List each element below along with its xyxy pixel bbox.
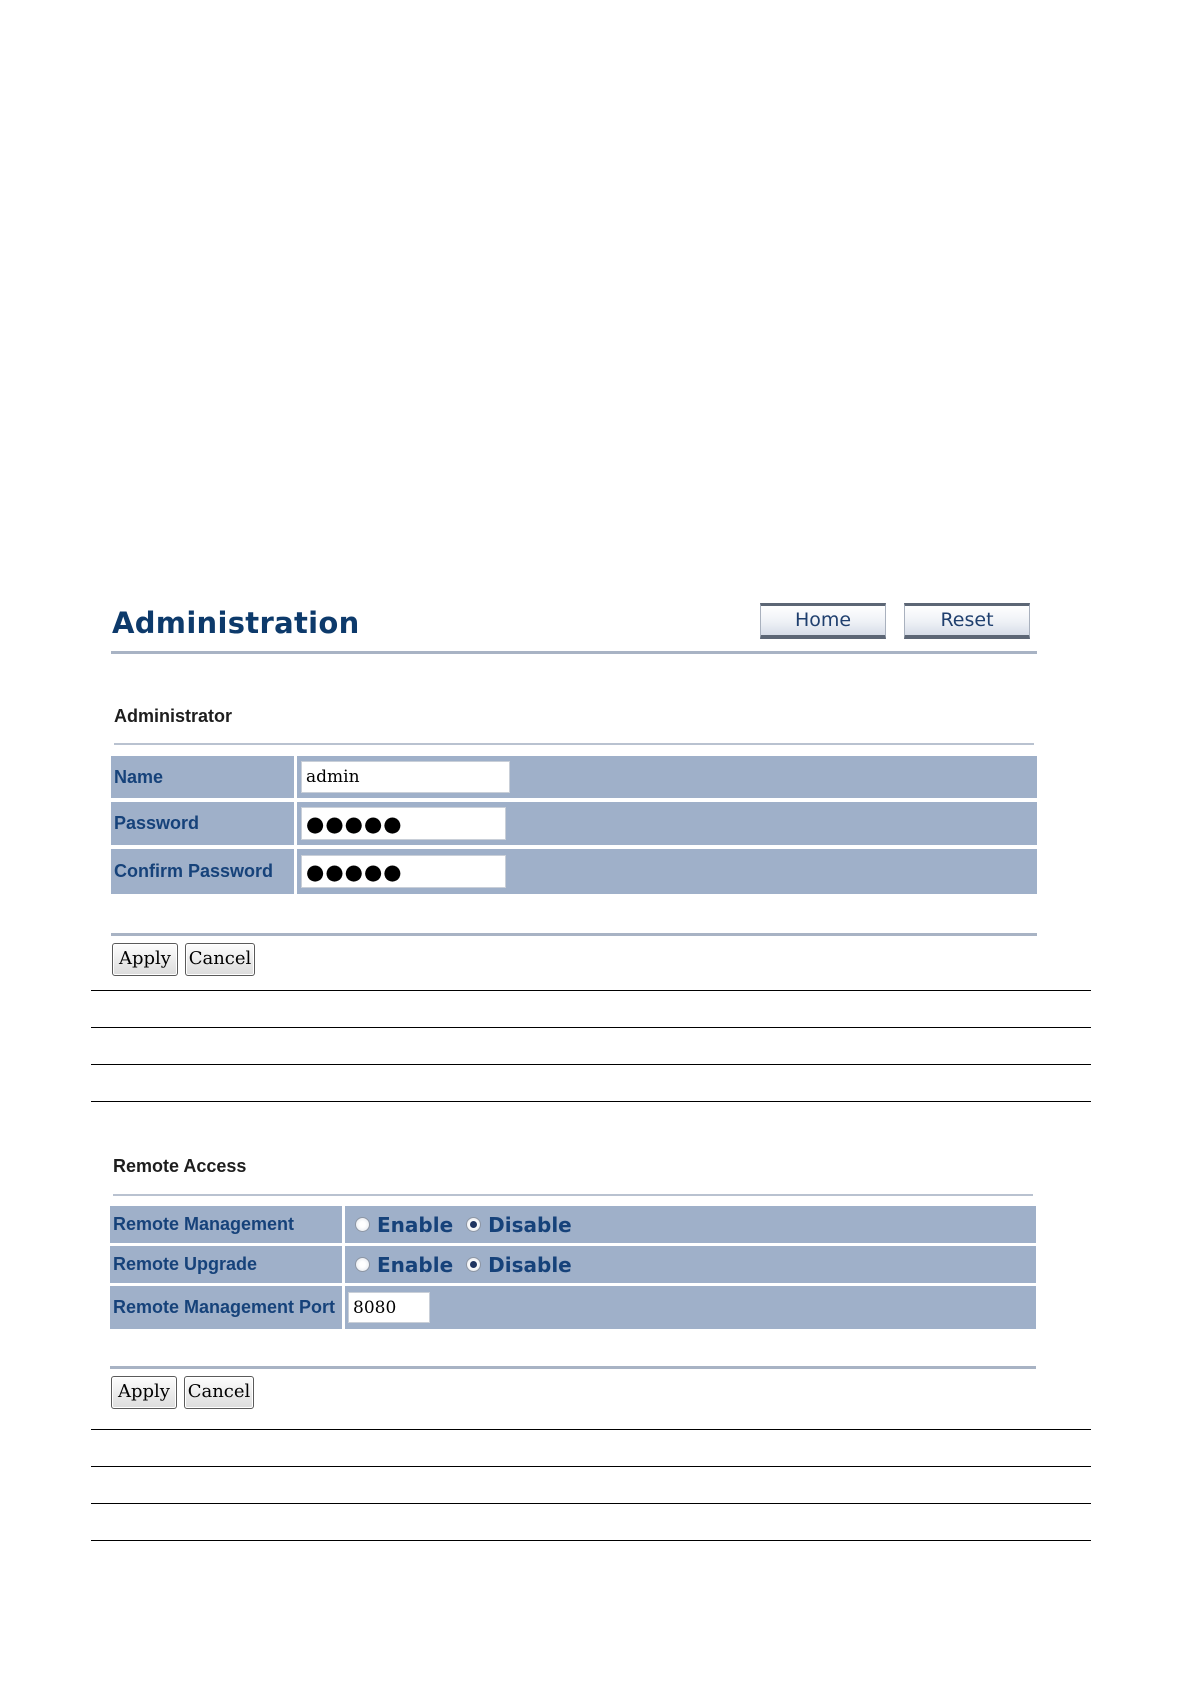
remote-management-disable-label[interactable]: Disable — [488, 1212, 572, 1237]
confirm-password-label: Confirm Password — [111, 849, 297, 894]
separator-line — [91, 1540, 1091, 1541]
administrator-section-title: Administrator — [114, 706, 233, 726]
remote-upgrade-options — [355, 1246, 585, 1283]
remote-upgrade-label: Remote Upgrade — [110, 1246, 345, 1283]
remote-access-section-title: Remote Access — [113, 1156, 247, 1176]
remote-upgrade-disable-radio[interactable] — [466, 1257, 481, 1272]
administrator-divider — [114, 743, 1034, 745]
remote-management-options — [355, 1206, 585, 1243]
reset-button[interactable]: Reset — [904, 603, 1030, 639]
separator-line — [91, 1429, 1091, 1430]
password-row — [111, 802, 1037, 845]
remote-management-port-row — [110, 1286, 1036, 1329]
remote-access-apply-button[interactable]: Apply — [111, 1376, 177, 1409]
remote-upgrade-disable-label[interactable]: Disable — [488, 1252, 572, 1277]
password-label: Password — [111, 802, 297, 845]
administrator-apply-button[interactable]: Apply — [112, 943, 178, 976]
remote-management-enable-radio[interactable] — [355, 1217, 370, 1232]
remote-access-cancel-button[interactable]: Cancel — [184, 1376, 254, 1409]
remote-management-port-label: Remote Management Port — [110, 1286, 345, 1329]
separator-line — [91, 990, 1091, 991]
password-input[interactable]: ●●●●● — [301, 807, 506, 840]
remote-management-disable-radio[interactable] — [466, 1217, 481, 1232]
header-divider — [111, 651, 1037, 654]
administrator-cancel-button[interactable]: Cancel — [185, 943, 255, 976]
remote-access-actions-divider — [110, 1366, 1036, 1369]
separator-line — [91, 1101, 1091, 1102]
separator-line — [91, 1027, 1091, 1028]
administrator-actions-divider — [111, 933, 1037, 936]
separator-line — [91, 1064, 1091, 1065]
home-button[interactable]: Home — [760, 603, 886, 639]
name-input[interactable] — [301, 761, 510, 793]
name-row — [111, 756, 1037, 798]
remote-access-divider — [113, 1194, 1033, 1196]
page-title: Administration — [112, 606, 360, 640]
confirm-password-input[interactable]: ●●●●● — [301, 855, 506, 888]
remote-upgrade-enable-radio[interactable] — [355, 1257, 370, 1272]
confirm-password-row — [111, 849, 1037, 894]
separator-line — [91, 1503, 1091, 1504]
remote-management-enable-label[interactable]: Enable — [377, 1212, 454, 1237]
remote-management-label: Remote Management — [110, 1206, 345, 1243]
remote-upgrade-enable-label[interactable]: Enable — [377, 1252, 454, 1277]
name-label: Name — [111, 756, 297, 798]
remote-management-port-input[interactable] — [348, 1292, 430, 1323]
remote-upgrade-row — [110, 1246, 1036, 1283]
remote-management-row — [110, 1206, 1036, 1243]
separator-line — [91, 1466, 1091, 1467]
